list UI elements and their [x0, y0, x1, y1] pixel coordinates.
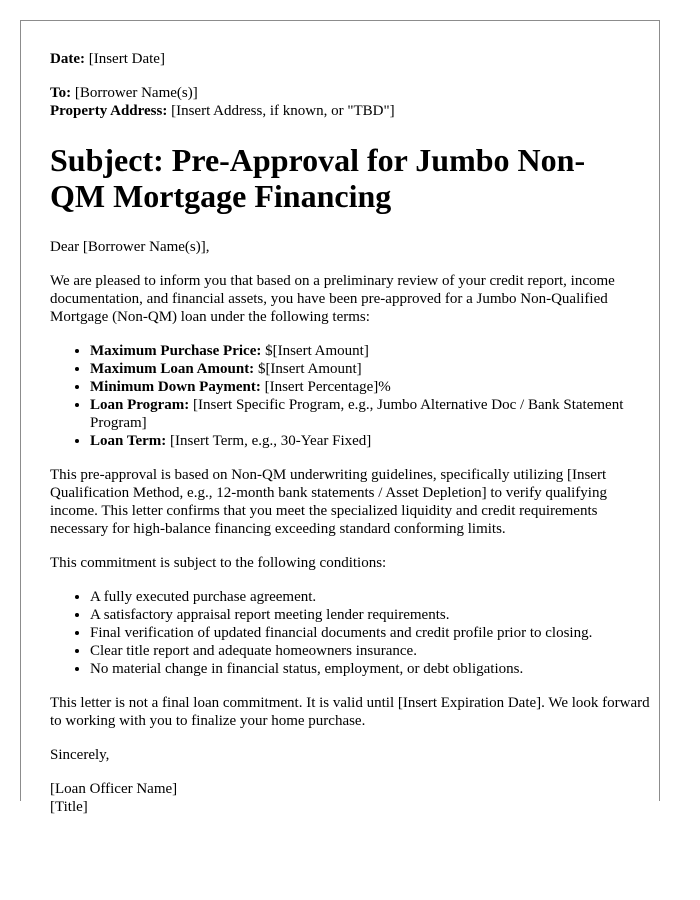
terms-list [50, 342, 650, 450]
condition-item: • Clear title report and adequate homeowners insurance. [90, 642, 650, 660]
term-item [90, 378, 650, 396]
to-line [50, 84, 650, 102]
date-value: [Insert Date] [88, 51, 165, 67]
term-item [90, 396, 650, 432]
term-item [90, 360, 650, 378]
condition-item: • A satisfactory appraisal report meeting lender requirements. [90, 606, 650, 624]
subject-heading: Subject: Pre-Approval for Jumbo Non-QM Mortgage Financing [50, 142, 586, 214]
term-label: Loan Term: [90, 433, 167, 449]
property-label: Property Address: [50, 103, 168, 119]
condition-item: • A fully executed purchase agreement. [90, 588, 650, 606]
term-item [90, 432, 650, 450]
letter-content [50, 50, 650, 816]
term-label: Minimum Down Payment: [90, 379, 261, 395]
letter-page [20, 20, 660, 815]
date-line [50, 50, 650, 68]
intro-paragraph: We are pleased to inform you that based on a preliminary review of your credit report, income documentation, and financial assets, you have been pre-approved for a Jumbo Non-Qualified Mortgage (Non-QM) loan under the following terms: [50, 273, 615, 325]
conditions-list [50, 588, 650, 678]
term-label: Maximum Loan Amount: [90, 361, 255, 377]
condition-item: • No material change in financial status, employment, or debt obligations. [90, 660, 650, 678]
property-value: [Insert Address, if known, or "TBD"] [171, 103, 395, 119]
term-value: [Insert Term, e.g., 30-Year Fixed] [170, 433, 372, 449]
term-value: [Insert Percentage]% [264, 379, 391, 395]
conditions-intro: This commitment is subject to the following conditions: [50, 555, 387, 571]
basis-paragraph: This pre-approval is based on Non-QM underwriting guidelines, specifically utilizing [Insert Qualification Method, e.g., 12-month bank statements / Asset Depletion] to verify qualifying income. This letter confirms that you meet the specialized liquidity and credit requirements necessary for high-balance financing exceeding standard conforming limits. [50, 467, 607, 537]
to-value: [Borrower Name(s)] [74, 85, 198, 101]
date-label: Date: [50, 51, 85, 67]
term-value: $[Insert Amount] [257, 361, 362, 377]
term-label: Maximum Purchase Price: [90, 343, 262, 359]
disclaimer-paragraph: This letter is not a final loan commitment. It is valid until [Insert Expiration Date]. We look forward to working with you to finalize your home purchase. [50, 695, 650, 729]
to-label: To: [50, 85, 72, 101]
closing-salutation: Sincerely, [50, 747, 110, 763]
property-address-line [50, 102, 650, 120]
signature-name: [Loan Officer Name] [50, 781, 178, 797]
signature-title: [Title] [50, 799, 88, 815]
term-value: [Insert Specific Program, e.g., Jumbo Alternative Doc / Bank Statement Program] [90, 397, 624, 431]
term-item [90, 342, 650, 360]
term-label: Loan Program: [90, 397, 190, 413]
term-value: $[Insert Amount] [265, 343, 369, 359]
greeting: Dear [Borrower Name(s)], [50, 239, 210, 255]
condition-item: • Final verification of updated financial documents and credit profile prior to closing. [90, 624, 650, 642]
